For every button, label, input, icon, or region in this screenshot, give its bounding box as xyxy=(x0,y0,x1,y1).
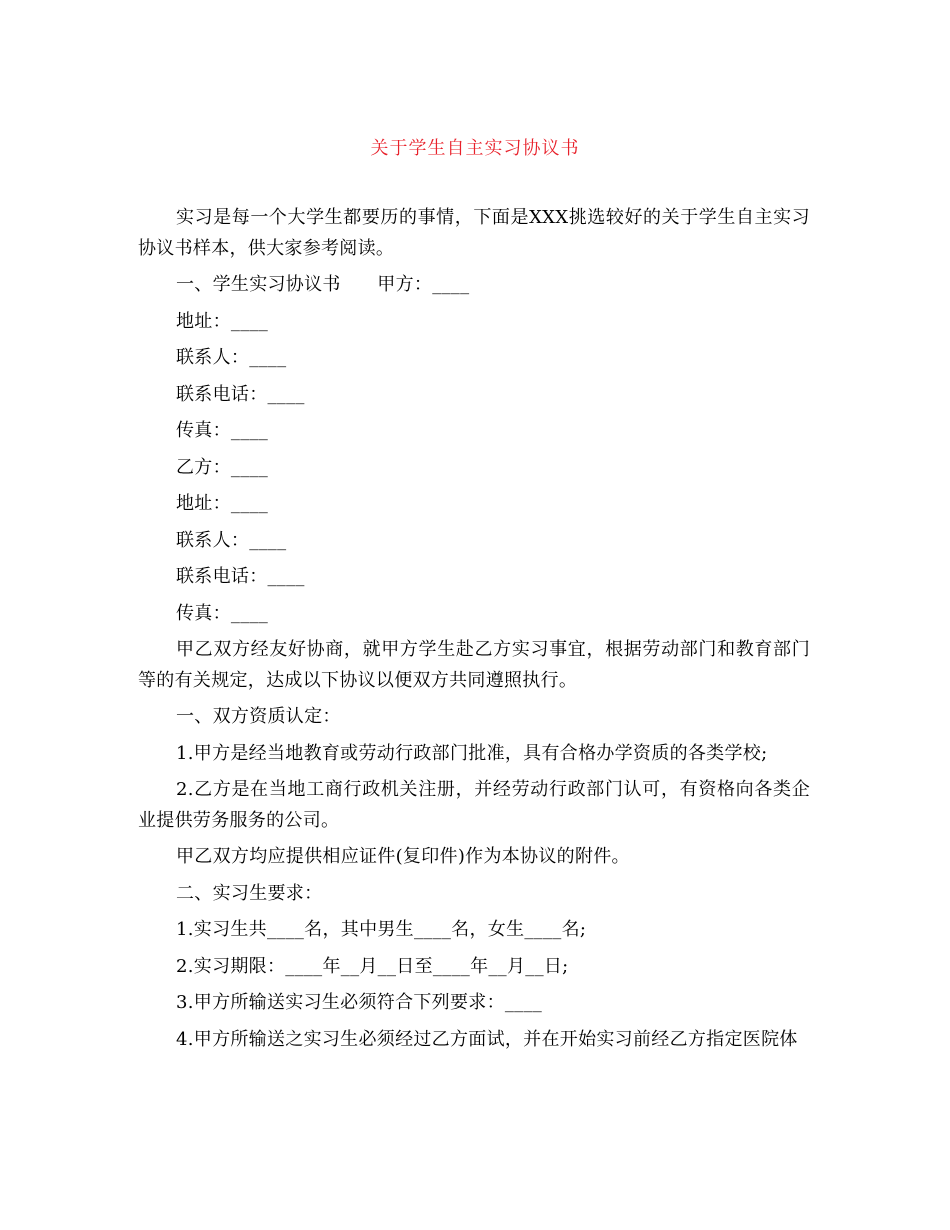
party-a-phone: 联系电话：____ xyxy=(176,383,305,405)
party-b-address: 地址：____ xyxy=(176,493,269,514)
party-a-address: 地址：____ xyxy=(176,310,269,332)
party-a-contact: 联系人：____ xyxy=(176,347,287,368)
document-body xyxy=(138,203,810,1061)
party-b-contact: 联系人：____ xyxy=(176,529,287,551)
qualification-attachments: 甲乙双方均应提供相应证件(复印件)作为本协议的附件。 xyxy=(176,846,630,867)
requirement-item-2: 2.实习期限：____年__月__日至____年__月__日; xyxy=(176,955,569,977)
qualification-item-1: 1.甲方是经当地教育或劳动行政部门批准，具有合格办学资质的各类学校; xyxy=(176,742,768,764)
requirement-item-4: 4.甲方所输送之实习生必须经过乙方面试，并在开始实习前经乙方指定医院体 xyxy=(176,1028,798,1050)
document-title: 关于学生自主实习协议书 xyxy=(370,138,580,159)
qualification-item-2: 2.乙方是在当地工商行政机关注册，并经劳动行政部门认可，有资格向各类企业提供劳务服务的公司。 xyxy=(138,779,810,831)
section-qualification-heading: 一、双方资质认定： xyxy=(176,706,341,727)
requirement-item-1: 1.实习生共____名，其中男生____名，女生____名; xyxy=(176,919,587,940)
party-b: 乙方：____ xyxy=(176,456,269,478)
party-a-fax: 传真：____ xyxy=(176,420,269,441)
section-heading-party-a: 一、学生实习协议书 甲方：____ xyxy=(176,274,470,295)
section-intern-requirements-heading: 二、实习生要求： xyxy=(176,882,323,904)
requirement-item-3: 3.甲方所输送实习生必须符合下列要求：____ xyxy=(176,992,543,1013)
intro-paragraph: 实习是每一个大学生都要历的事情，下面是XXX挑选较好的关于学生自主实习协议书样本，供大家参考阅读。 xyxy=(138,207,810,259)
agreement-preamble: 甲乙双方经友好协商，就甲方学生赴乙方实习事宜，根据劳动部门和教育部门等的有关规定，达成以下协议以便双方共同遵照执行。 xyxy=(138,639,810,691)
party-b-fax: 传真：____ xyxy=(176,602,269,624)
party-b-phone: 联系电话：____ xyxy=(176,566,305,587)
